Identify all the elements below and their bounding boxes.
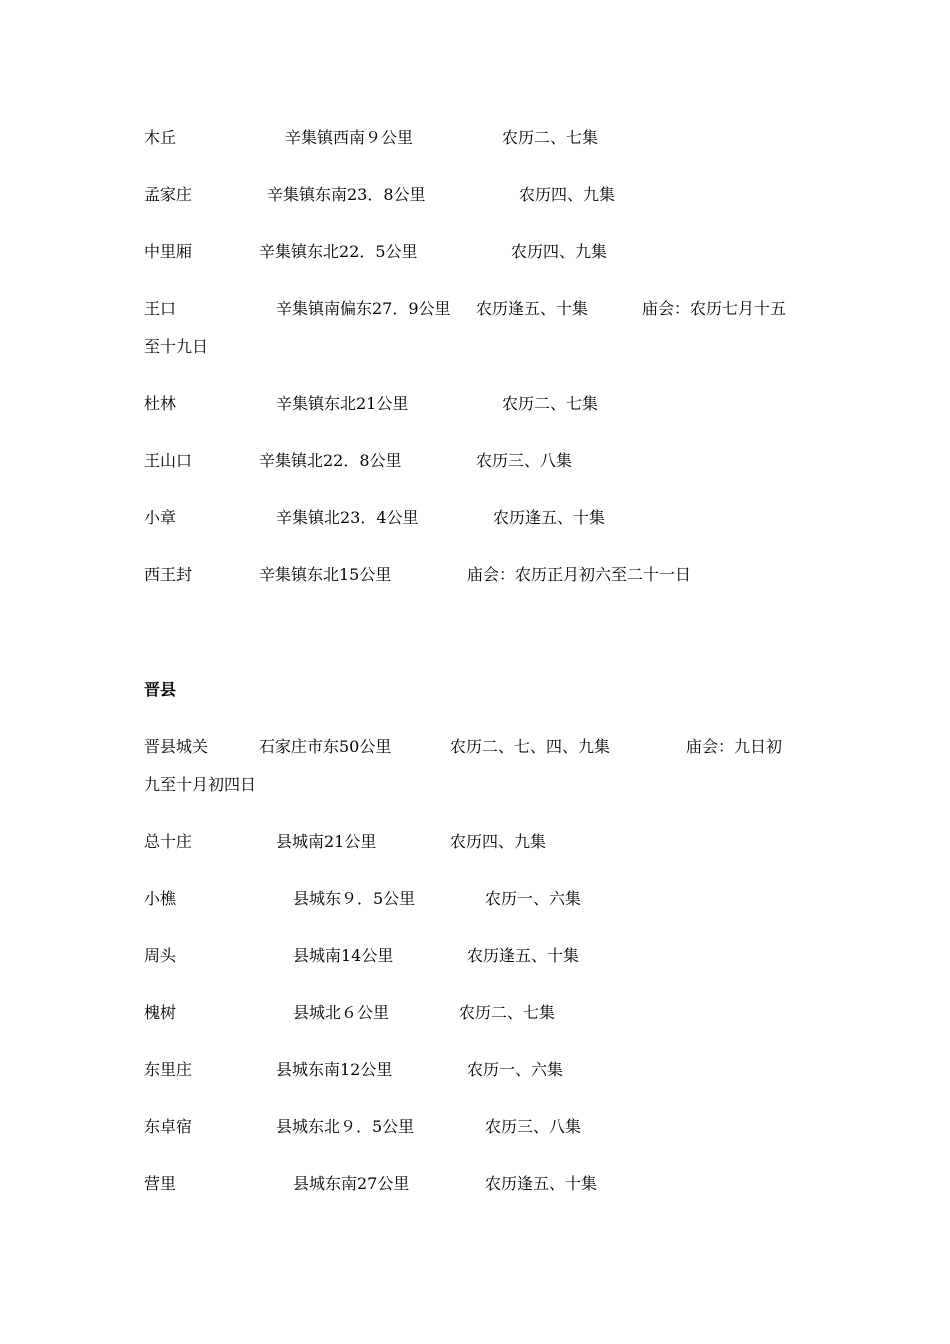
market-days: 农历二、七集 bbox=[502, 128, 599, 147]
table-row bbox=[0, 506, 950, 530]
place-name: 东卓宿 bbox=[144, 1117, 193, 1136]
place-name: 周头 bbox=[144, 946, 177, 965]
table-row bbox=[0, 735, 950, 759]
table-row-continuation bbox=[0, 335, 950, 359]
table-row bbox=[0, 449, 950, 473]
place-name: 槐树 bbox=[144, 1003, 177, 1022]
table-row bbox=[0, 392, 950, 416]
market-days: 农历二、七、四、九集 bbox=[450, 737, 611, 756]
table-row bbox=[0, 887, 950, 911]
market-days: 农历二、七集 bbox=[502, 394, 599, 413]
place-location: 县城北６公里 bbox=[293, 1003, 390, 1022]
place-name: 西王封 bbox=[144, 565, 193, 584]
table-row bbox=[0, 1058, 950, 1082]
market-days: 农历四、九集 bbox=[519, 185, 616, 204]
market-days: 农历逢五、十集 bbox=[476, 299, 589, 318]
place-name: 晋县城关 bbox=[144, 737, 209, 756]
table-row-continuation bbox=[0, 773, 950, 797]
section-heading: 晋县 bbox=[144, 680, 177, 699]
table-row bbox=[0, 1172, 950, 1196]
table-row bbox=[0, 240, 950, 264]
table-row bbox=[0, 1115, 950, 1139]
place-name: 中里厢 bbox=[144, 242, 193, 261]
place-location: 辛集镇北22．8公里 bbox=[259, 451, 402, 470]
place-location: 辛集镇南偏东27．9公里 bbox=[276, 299, 451, 318]
market-days: 农历一、六集 bbox=[467, 1060, 564, 1079]
place-location: 石家庄市东50公里 bbox=[259, 737, 392, 756]
place-location: 县城东南27公里 bbox=[293, 1174, 410, 1193]
place-location: 辛集镇北23．4公里 bbox=[276, 508, 419, 527]
place-location: 县城东南12公里 bbox=[276, 1060, 393, 1079]
market-days: 农历三、八集 bbox=[485, 1117, 582, 1136]
place-name: 小樵 bbox=[144, 889, 177, 908]
temple-fair-continued: 九至十月初四日 bbox=[144, 775, 257, 794]
place-location: 辛集镇东北15公里 bbox=[259, 565, 392, 584]
place-location: 县城南21公里 bbox=[276, 832, 377, 851]
temple-fair-continued: 至十九日 bbox=[144, 337, 209, 356]
place-location: 辛集镇西南９公里 bbox=[285, 128, 414, 147]
market-days: 农历逢五、十集 bbox=[485, 1174, 598, 1193]
temple-fair: 庙会：九日初 bbox=[686, 737, 783, 756]
market-days: 农历三、八集 bbox=[476, 451, 573, 470]
table-row bbox=[0, 563, 950, 587]
place-name: 东里庄 bbox=[144, 1060, 193, 1079]
market-days: 农历一、六集 bbox=[485, 889, 582, 908]
place-location: 辛集镇东南23．8公里 bbox=[267, 185, 426, 204]
table-row bbox=[0, 944, 950, 968]
market-days: 农历逢五、十集 bbox=[493, 508, 606, 527]
place-name: 孟家庄 bbox=[144, 185, 193, 204]
place-name: 杜林 bbox=[144, 394, 177, 413]
market-days: 庙会：农历正月初六至二十一日 bbox=[467, 565, 692, 584]
market-days: 农历逢五、十集 bbox=[467, 946, 580, 965]
place-name: 王口 bbox=[144, 299, 177, 318]
table-row bbox=[0, 297, 950, 321]
table-row bbox=[0, 1001, 950, 1025]
place-name: 营里 bbox=[144, 1174, 177, 1193]
place-location: 县城东北９．5公里 bbox=[276, 1117, 415, 1136]
table-row bbox=[0, 126, 950, 150]
market-days: 农历四、九集 bbox=[450, 832, 547, 851]
place-name: 总十庄 bbox=[144, 832, 193, 851]
table-row bbox=[0, 830, 950, 854]
table-row bbox=[0, 183, 950, 207]
market-days: 农历四、九集 bbox=[511, 242, 608, 261]
market-days: 农历二、七集 bbox=[459, 1003, 556, 1022]
temple-fair: 庙会：农历七月十五 bbox=[642, 299, 787, 318]
place-location: 县城南14公里 bbox=[293, 946, 394, 965]
place-location: 县城东９．5公里 bbox=[293, 889, 416, 908]
place-location: 辛集镇东北22．5公里 bbox=[259, 242, 418, 261]
place-name: 王山口 bbox=[144, 451, 193, 470]
place-location: 辛集镇东北21公里 bbox=[276, 394, 409, 413]
place-name: 木丘 bbox=[144, 128, 177, 147]
place-name: 小章 bbox=[144, 508, 177, 527]
